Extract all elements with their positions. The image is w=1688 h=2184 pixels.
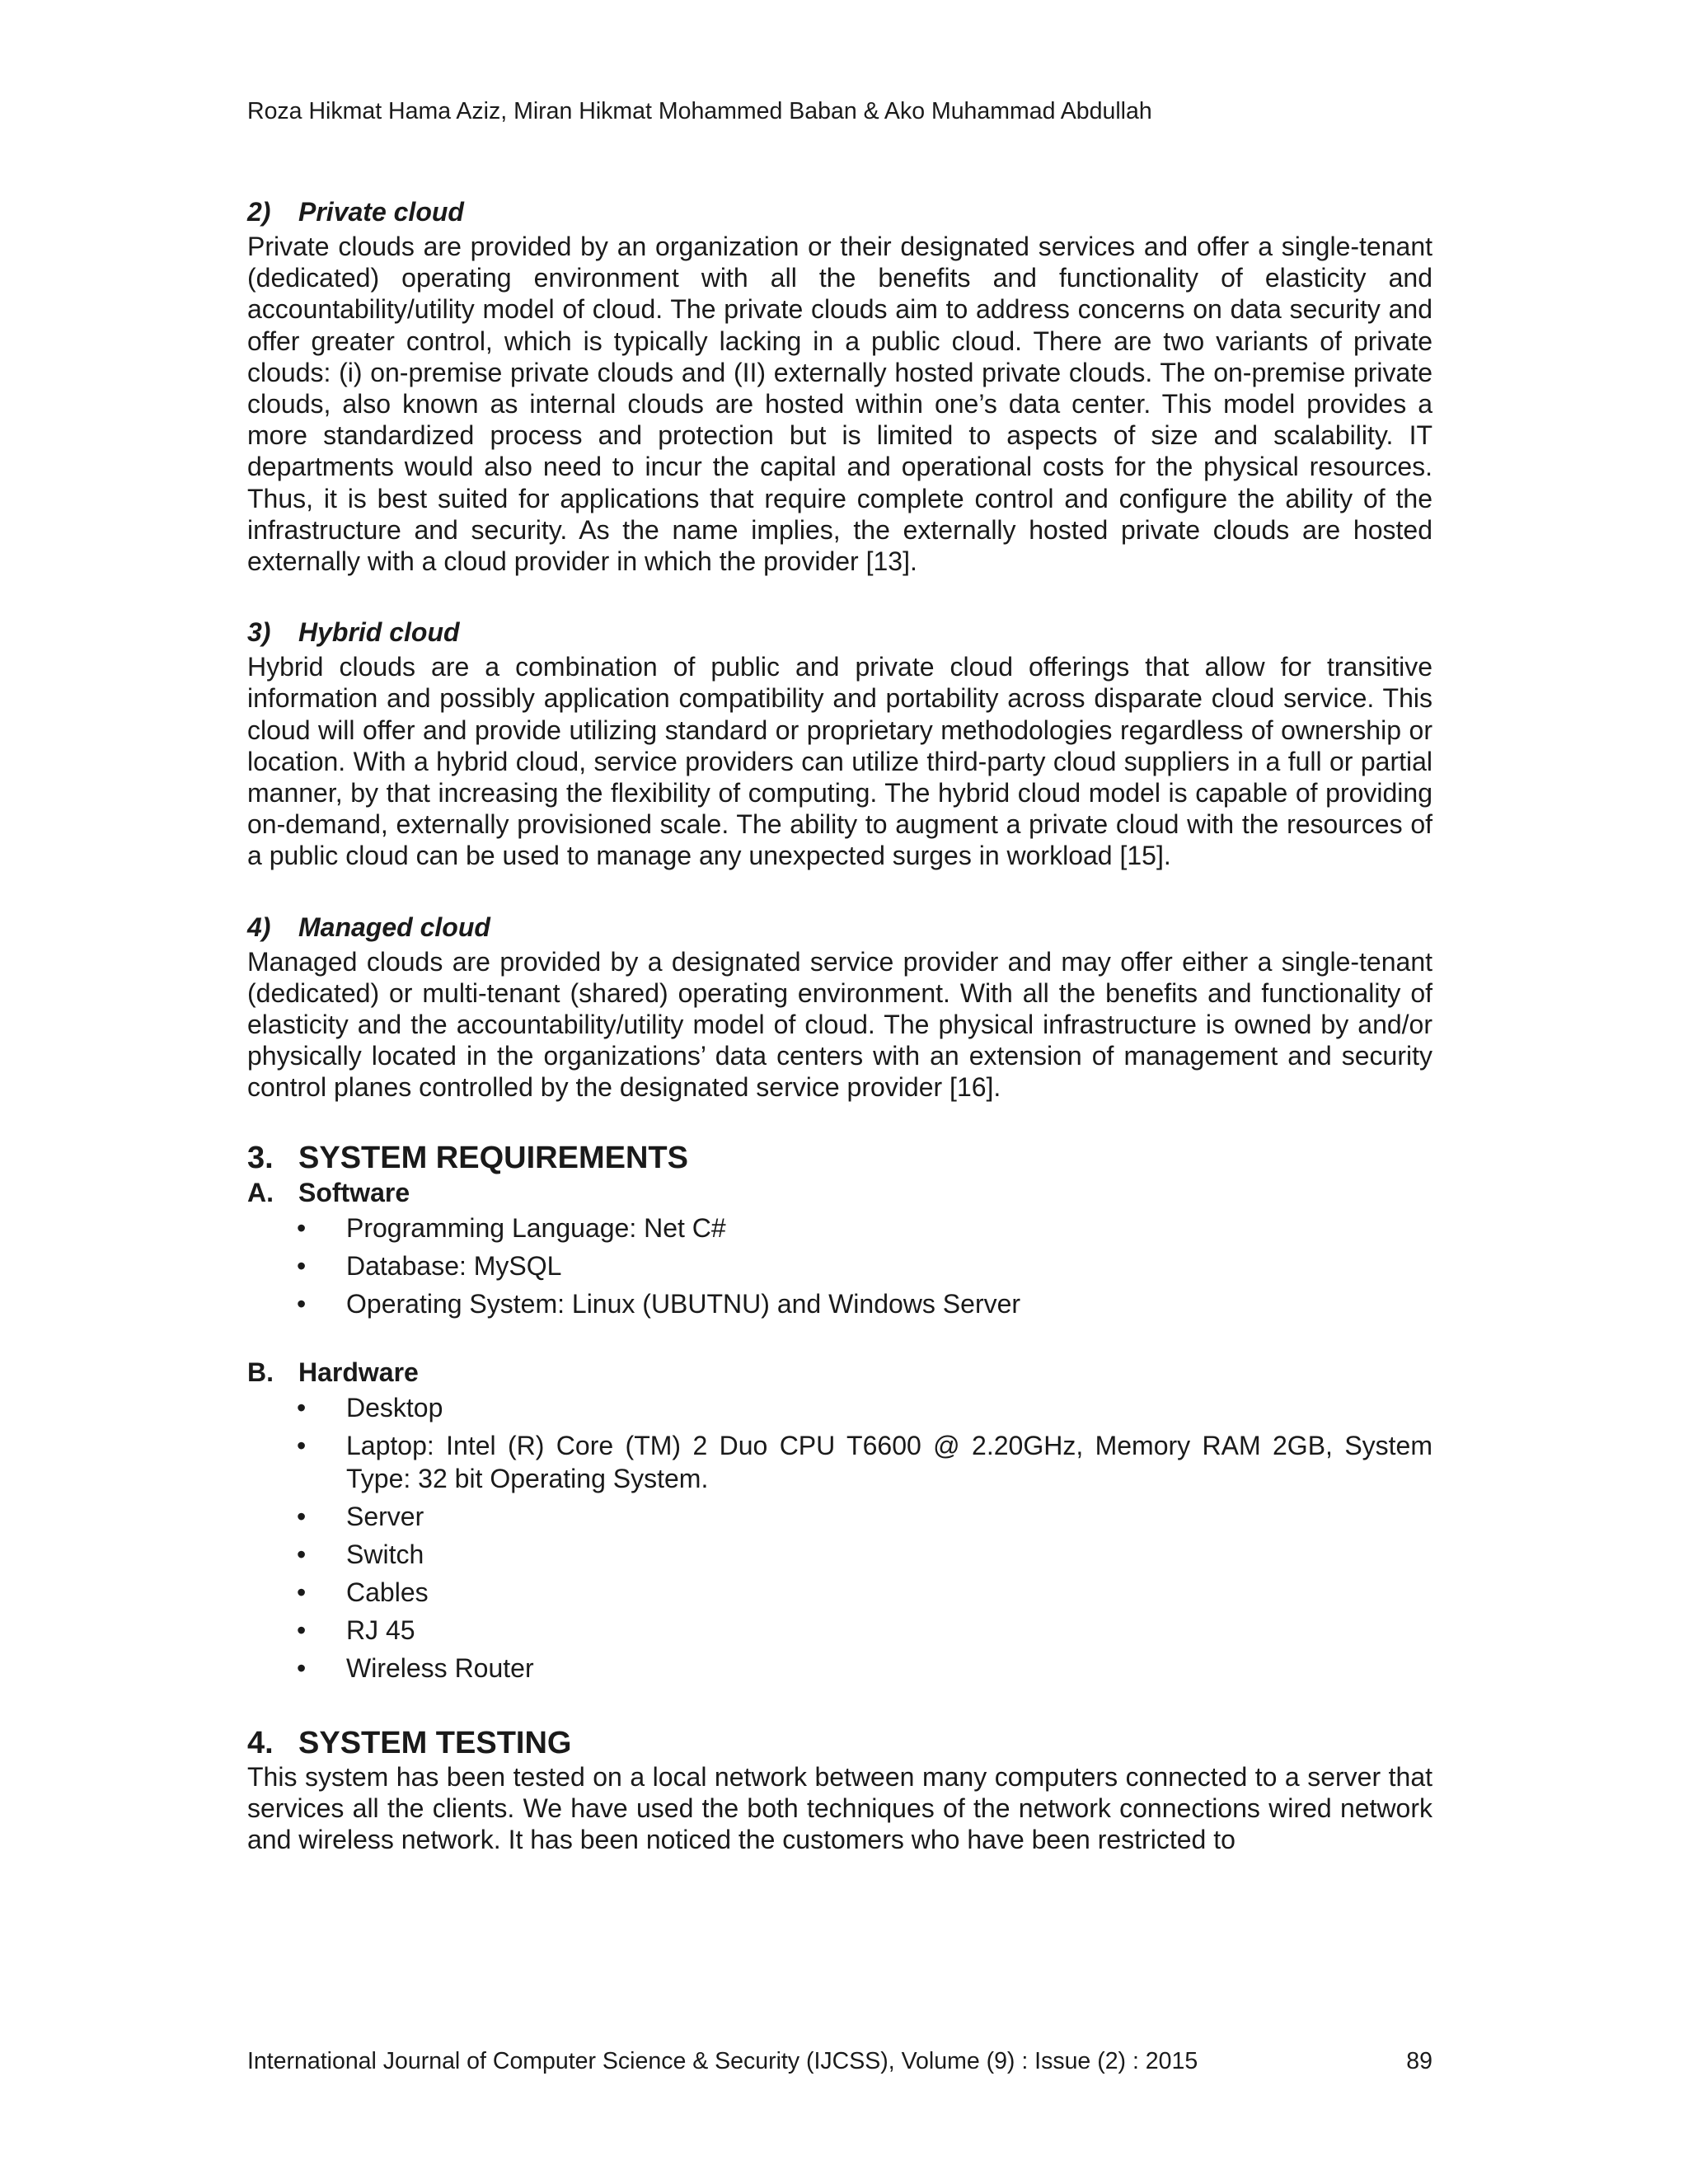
subsection-heading-private-cloud — [247, 196, 1432, 227]
bullet-icon: • — [297, 1652, 307, 1683]
subheading-title: Hardware — [298, 1357, 419, 1387]
list-item: • Programming Language: Net C# — [297, 1209, 1432, 1247]
paragraph-managed-cloud: Managed clouds are provided by a designated service provider and may offer either a single-tenant (dedicated) or multi-tenant (shared) operating environment. With all the benefits and functionality of elasticity and the accountability/utility model of cloud. The physical infrastructure is owned by and/or physically located in the organizations’ data centers with an extension of management and security control planes controlled by the designated service provider [16]. — [247, 946, 1432, 1103]
section-heading-system-requirements — [247, 1140, 1432, 1176]
section-number: 3. — [247, 1140, 274, 1175]
subsection-number: 3) — [247, 617, 271, 648]
list-item: • Operating System: Linux (UBUTNU) and Windows Server — [297, 1285, 1432, 1323]
page-content — [247, 196, 1432, 1855]
subheading-number: A. — [247, 1177, 274, 1207]
subheading-number: B. — [247, 1357, 274, 1387]
subsection-number: 4) — [247, 912, 271, 942]
bullet-icon: • — [297, 1288, 307, 1319]
list-item: • Cables — [297, 1573, 1432, 1611]
subheading-hardware — [247, 1356, 1432, 1389]
software-list — [247, 1209, 1432, 1323]
subheading-title: Software — [298, 1177, 410, 1207]
bullet-icon: • — [297, 1577, 307, 1607]
bullet-icon: • — [297, 1212, 307, 1243]
subsection-number: 2) — [247, 197, 271, 227]
subsection-title: Managed cloud — [298, 912, 490, 942]
subsection-title: Private cloud — [298, 197, 464, 227]
section-title: SYSTEM REQUIREMENTS — [298, 1140, 688, 1175]
section-title: SYSTEM TESTING — [298, 1725, 572, 1760]
section-number: 4. — [247, 1725, 274, 1760]
list-item: • Wireless Router — [297, 1649, 1432, 1687]
list-item: • Database: MySQL — [297, 1247, 1432, 1285]
page-number: 89 — [1406, 2048, 1432, 2074]
subheading-software — [247, 1176, 1432, 1209]
list-item: • Desktop — [297, 1389, 1432, 1427]
journal-citation: International Journal of Computer Science & Security (IJCSS), Volume (9) : Issue (2) : 2015 — [247, 2048, 1198, 2074]
running-header: Roza Hikmat Hama Aziz, Miran Hikmat Mohammed Baban & Ako Muhammad Abdullah — [247, 98, 1152, 124]
subsection-heading-hybrid-cloud — [247, 616, 1432, 648]
bullet-icon: • — [297, 1430, 307, 1460]
subsection-heading-managed-cloud — [247, 912, 1432, 943]
paragraph-hybrid-cloud: Hybrid clouds are a combination of public and private cloud offerings that allow for transitive information and possibly application compatibility and portability across disparate cloud service. This cloud will offer and provide utilizing standard or proprietary methodologies regardless of ownership or location. With a hybrid cloud, service providers can utilize third-party cloud suppliers in a full or partial manner, by that increasing the flexibility of computing. The hybrid cloud model is capable of providing on-demand, externally provisioned scale. The ability to augment a private cloud with the resources of a public cloud can be used to manage any unexpected surges in workload [15]. — [247, 652, 1432, 871]
bullet-icon: • — [297, 1501, 307, 1531]
section-heading-system-testing — [247, 1725, 1432, 1761]
list-item: • Server — [297, 1497, 1432, 1535]
bullet-icon: • — [297, 1615, 307, 1645]
list-item: • Laptop: Intel (R) Core (TM) 2 Duo CPU T6600 @ 2.20GHz, Memory RAM 2GB, System Type: 32 bit Operating System. — [297, 1427, 1432, 1497]
bullet-icon: • — [297, 1539, 307, 1569]
paragraph-system-testing: This system has been tested on a local network between many computers connected to a server that services all the clients. We have used the both techniques of the network connections wired network and wireless network. It has been noticed the customers who have been restricted to — [247, 1761, 1432, 1855]
bullet-icon: • — [297, 1392, 307, 1422]
paragraph-private-cloud: Private clouds are provided by an organization or their designated services and offer a single-tenant (dedicated) operating environment with all the benefits and functionality of elasticity and accountability/utility model of cloud. The private clouds aim to address concerns on data security and offer greater control, which is typically lacking in a public cloud. There are two variants of private clouds: (i) on-premise private clouds and (II) externally hosted private clouds. The on-premise private clouds, also known as internal clouds are hosted within one’s data center. This model provides a more standardized process and protection but is limited to aspects of size and scalability. IT departments would also need to incur the capital and operational costs for the physical resources. Thus, it is best suited for applications that require complete control and configure the ability of the infrastructure and security. As the name implies, the externally hosted private clouds are hosted externally with a cloud provider in which the provider [13]. — [247, 232, 1432, 577]
list-item: • Switch — [297, 1535, 1432, 1573]
bullet-icon: • — [297, 1250, 307, 1281]
list-item: • RJ 45 — [297, 1611, 1432, 1649]
hardware-list — [247, 1389, 1432, 1687]
subsection-title: Hybrid cloud — [298, 617, 460, 648]
